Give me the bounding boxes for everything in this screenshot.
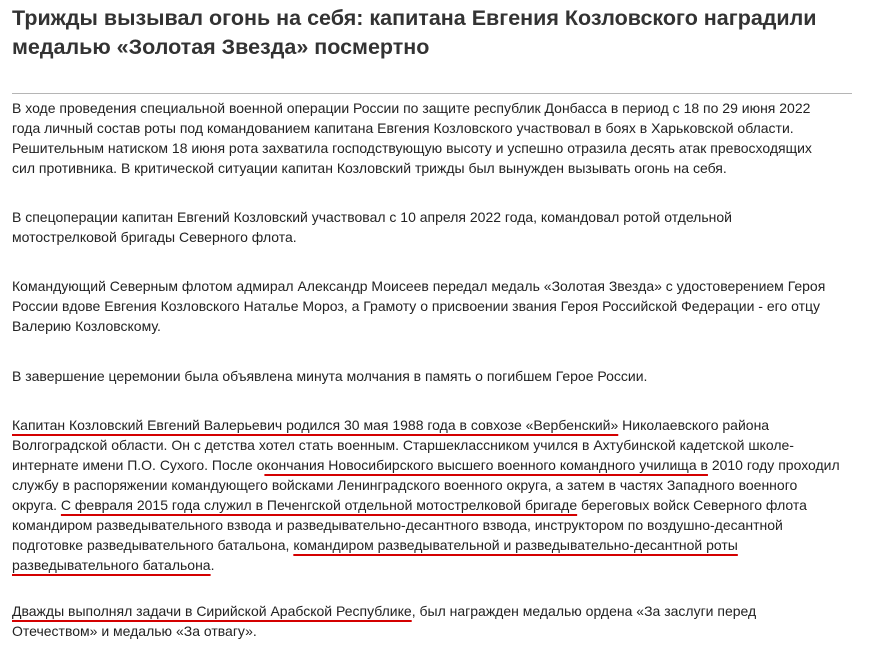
text-line: сил противника. В критической ситуации капитан Козловский трижды был вынужден вызывать огонь на себя. xyxy=(12,160,727,176)
text-line xyxy=(12,535,854,555)
text-fragment: 2010 году проходил xyxy=(707,457,840,473)
text-fragment: Николаевского района xyxy=(618,417,770,433)
text-line: России вдове Евгения Козловского Наталье Мороз, а Грамоту о присвоении звания Героя Российской Федерации - его отцу xyxy=(12,298,820,314)
text-line: Отечеством» и медалью «За отвагу». xyxy=(12,623,257,639)
text-line: В ходе проведения специальной военной операции России по защите республик Донбасса в период с 18 по 29 июня 2022 xyxy=(12,100,811,116)
text-line: службу в распоряжении командующего войсками Ленинградского военного округа, а затем в частях Западного военного xyxy=(12,477,798,493)
paragraph-participation xyxy=(12,207,854,247)
paragraph-ceremony xyxy=(12,366,854,386)
text-fragment: . xyxy=(210,557,215,573)
paragraph-operation xyxy=(12,98,854,178)
text-line xyxy=(12,455,854,475)
article-title xyxy=(12,0,856,62)
text-line: командиром разведывательного взвода и разведывательно-десантного взвода, инструктором по воздушно-десантной xyxy=(12,517,783,533)
text-fragment: интернате имени П.О. Сухого. После о xyxy=(12,457,265,473)
text-line: Волгоградской области. Он с детства хотел стать военным. Старшеклассником учился в Ахтубинской кадетской школе- xyxy=(12,437,794,453)
title-divider xyxy=(12,93,852,94)
highlight-underline: С февраля 2015 года служил в Печенгской отдельной мотострелковой бригаде xyxy=(60,497,578,513)
text-line: Командующий Северным флотом адмирал Александр Моисеев передал медаль «Золотая Звезда» с удостоверением Героя xyxy=(12,278,826,294)
text-line: Решительным натиском 18 июня рота захватила господствующую высоту и успешно отразила десять атак превосходящих xyxy=(12,140,812,156)
text-line xyxy=(12,601,854,621)
highlight-underline: разведывательного батальона xyxy=(12,557,211,573)
highlight-underline: Капитан Козловский Евгений Валерьевич родился 30 мая 1988 года в совхозе «Вербенский» xyxy=(12,417,619,433)
title-line-2: медалью «Золотая Звезда» посмертно xyxy=(12,35,430,59)
text-line xyxy=(12,555,854,575)
text-line: В спецоперации капитан Евгений Козловский участвовал с 10 апреля 2022 года, командовал ротой отдельной xyxy=(12,209,732,225)
article xyxy=(12,0,856,639)
text-line: мотострелковой бригады Северного флота. xyxy=(12,229,297,245)
text-line: года личный состав роты под командованием капитана Евгения Козловского участвовал в боях в Харьковской области. xyxy=(12,120,794,136)
highlight-underline: кончания Новосибирского высшего военного командного училища в xyxy=(264,457,708,473)
paragraph-award xyxy=(12,276,854,336)
paragraph-syria xyxy=(12,601,854,641)
title-line-1: Трижды вызывал огонь на себя: капитана Евгения Козловского наградили xyxy=(12,6,817,30)
text-line xyxy=(12,495,854,515)
text-fragment: береговых войск Северного флота xyxy=(577,497,807,513)
text-fragment: подготовке разведывательного батальона, xyxy=(12,537,294,553)
text-line xyxy=(12,415,854,435)
paragraph-biography xyxy=(12,415,854,575)
text-fragment: округа. xyxy=(12,497,61,513)
text-line: В завершение церемонии была объявлена минута молчания в память о погибшем Герое России. xyxy=(12,368,648,384)
text-fragment: , был награжден медалью ордена «За заслуги перед xyxy=(411,603,757,619)
text-line: Валерию Козловскому. xyxy=(12,318,161,334)
highlight-underline: Дважды выполнял задачи в Сирийской Арабской Республике xyxy=(12,603,412,619)
highlight-underline: командиром разведывательной и разведывательно-десантной роты xyxy=(293,537,738,553)
